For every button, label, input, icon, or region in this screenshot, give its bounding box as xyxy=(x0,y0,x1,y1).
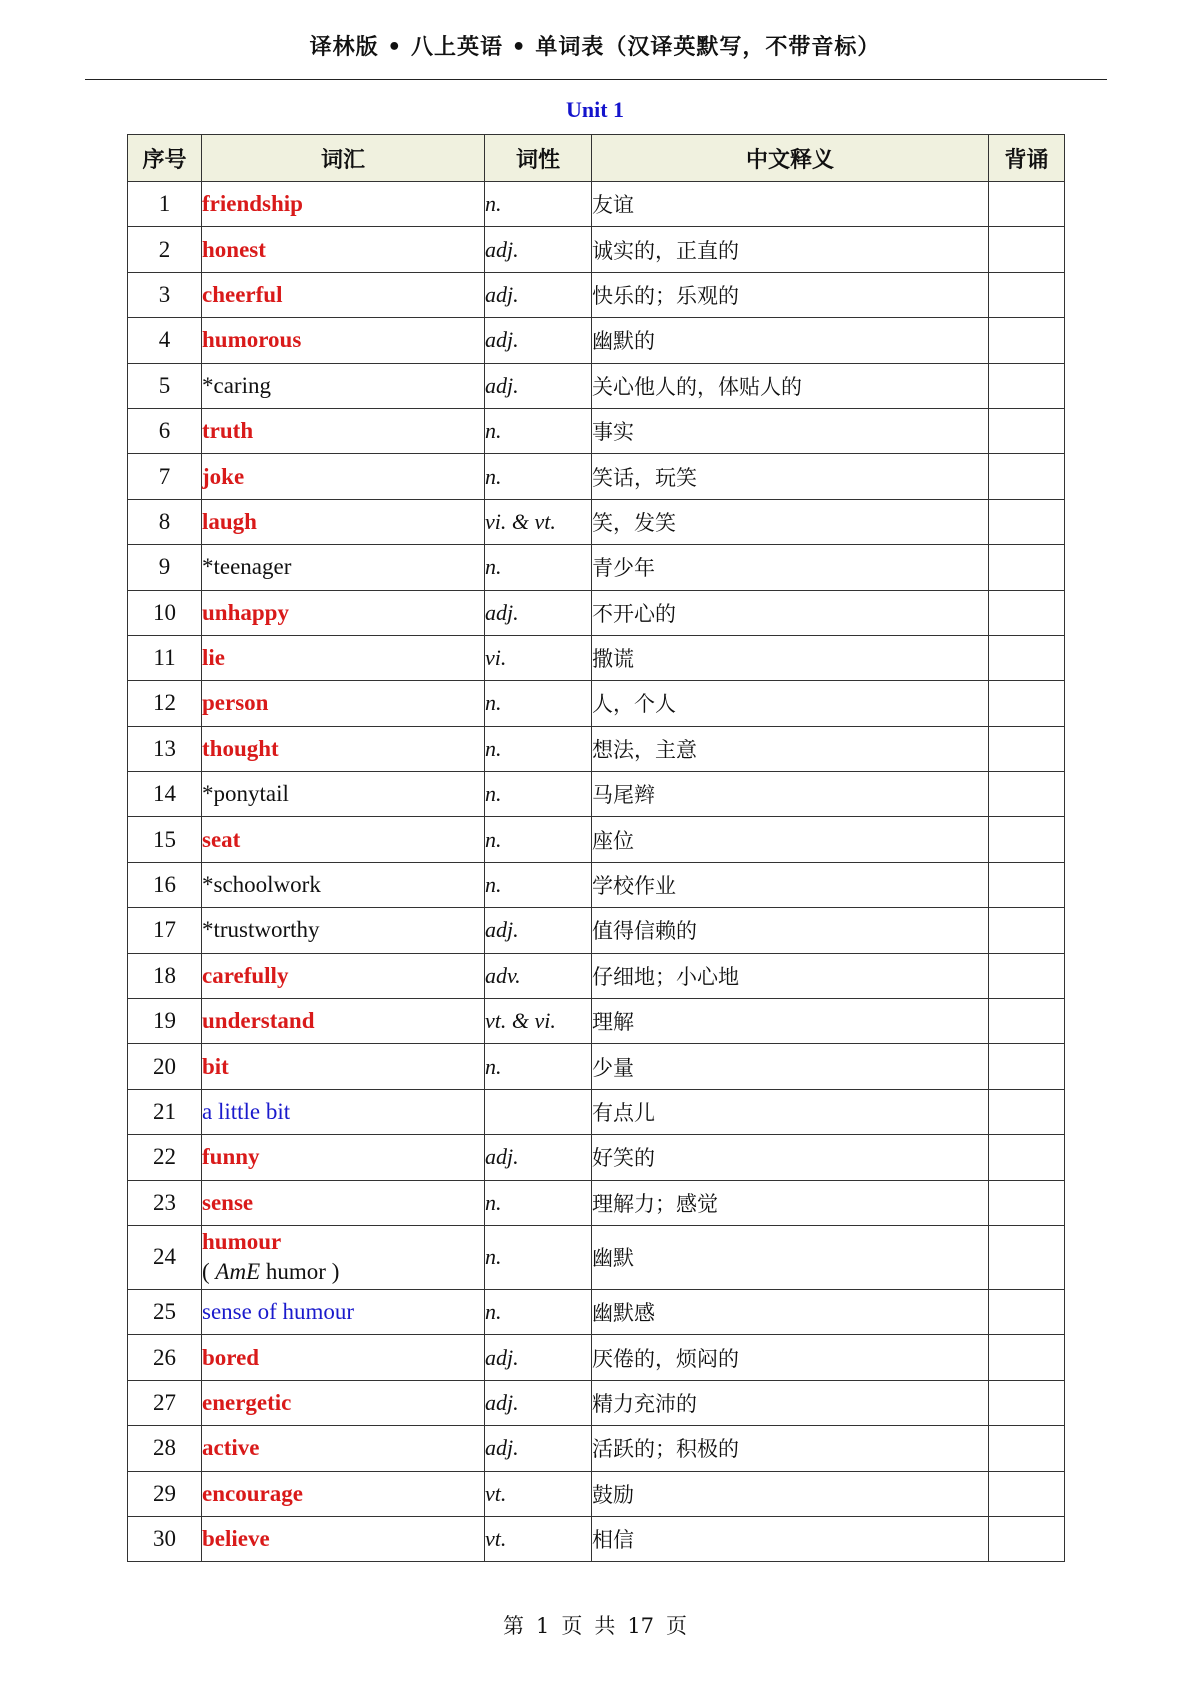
recite-checkbox-cell[interactable] xyxy=(989,953,1065,998)
chinese-meaning: 理解力；感觉 xyxy=(592,1180,989,1225)
part-of-speech: adj. xyxy=(485,1135,592,1180)
chinese-meaning: 精力充沛的 xyxy=(592,1380,989,1425)
part-of-speech: vt. & vi. xyxy=(485,999,592,1044)
part-of-speech: n. xyxy=(485,726,592,771)
row-number: 8 xyxy=(128,499,202,544)
recite-checkbox-cell[interactable] xyxy=(989,1089,1065,1134)
row-number: 9 xyxy=(128,545,202,590)
vocab-word: believe xyxy=(202,1516,485,1561)
vocab-word: energetic xyxy=(202,1380,485,1425)
column-header-meaning: 中文释义 xyxy=(592,135,989,182)
chinese-meaning: 笑话，玩笑 xyxy=(592,454,989,499)
table-row xyxy=(128,726,1065,771)
chinese-meaning: 马尾辫 xyxy=(592,772,989,817)
table-row xyxy=(128,1289,1065,1334)
table-row xyxy=(128,1089,1065,1134)
part-of-speech: n. xyxy=(485,454,592,499)
chinese-meaning: 鼓励 xyxy=(592,1471,989,1516)
footer-total-pages: 17 xyxy=(627,1614,655,1638)
recite-checkbox-cell[interactable] xyxy=(989,1225,1065,1289)
row-number: 2 xyxy=(128,227,202,272)
table-row xyxy=(128,1225,1065,1289)
part-of-speech: n. xyxy=(485,1180,592,1225)
vocab-word: thought xyxy=(202,726,485,771)
footer-total-unit: 页 xyxy=(666,1614,688,1638)
row-number: 11 xyxy=(128,635,202,680)
vocab-word-variant xyxy=(202,1257,484,1287)
table-row xyxy=(128,908,1065,953)
row-number: 14 xyxy=(128,772,202,817)
chinese-meaning: 想法，主意 xyxy=(592,726,989,771)
table-row xyxy=(128,681,1065,726)
vocab-word: laugh xyxy=(202,499,485,544)
recite-checkbox-cell[interactable] xyxy=(989,499,1065,544)
row-number: 1 xyxy=(128,182,202,227)
row-number: 6 xyxy=(128,408,202,453)
column-header-number: 序号 xyxy=(128,135,202,182)
vocab-word: active xyxy=(202,1426,485,1471)
chinese-meaning: 学校作业 xyxy=(592,862,989,907)
vocab-word: understand xyxy=(202,999,485,1044)
row-number: 13 xyxy=(128,726,202,771)
table-row xyxy=(128,408,1065,453)
row-number: 30 xyxy=(128,1516,202,1561)
row-number: 5 xyxy=(128,363,202,408)
row-number: 22 xyxy=(128,1135,202,1180)
vocab-word: encourage xyxy=(202,1471,485,1516)
part-of-speech: n. xyxy=(485,862,592,907)
chinese-meaning: 青少年 xyxy=(592,545,989,590)
chinese-meaning: 厌倦的，烦闷的 xyxy=(592,1335,989,1380)
chinese-meaning: 理解 xyxy=(592,999,989,1044)
vocab-word: honest xyxy=(202,227,485,272)
part-of-speech: vi. xyxy=(485,635,592,680)
recite-checkbox-cell[interactable] xyxy=(989,454,1065,499)
vocab-word: person xyxy=(202,681,485,726)
vocab-word: *trustworthy xyxy=(202,908,485,953)
row-number: 16 xyxy=(128,862,202,907)
row-number: 7 xyxy=(128,454,202,499)
chinese-meaning: 快乐的；乐观的 xyxy=(592,272,989,317)
part-of-speech: n. xyxy=(485,408,592,453)
part-of-speech: n. xyxy=(485,817,592,862)
vocab-word: bit xyxy=(202,1044,485,1089)
row-number: 23 xyxy=(128,1180,202,1225)
chinese-meaning: 关心他人的，体贴人的 xyxy=(592,363,989,408)
vocab-word: bored xyxy=(202,1335,485,1380)
chinese-meaning: 幽默感 xyxy=(592,1289,989,1334)
vocab-word: joke xyxy=(202,454,485,499)
table-row xyxy=(128,363,1065,408)
recite-checkbox-cell[interactable] xyxy=(989,681,1065,726)
vocab-word: funny xyxy=(202,1135,485,1180)
vocab-word: lie xyxy=(202,635,485,680)
chinese-meaning: 幽默 xyxy=(592,1225,989,1289)
table-row xyxy=(128,590,1065,635)
table-row xyxy=(128,1180,1065,1225)
part-of-speech: n. xyxy=(485,1289,592,1334)
chinese-meaning: 诚实的，正直的 xyxy=(592,227,989,272)
table-row xyxy=(128,454,1065,499)
chinese-meaning: 不开心的 xyxy=(592,590,989,635)
chinese-meaning: 有点儿 xyxy=(592,1089,989,1134)
chinese-meaning: 仔细地；小心地 xyxy=(592,953,989,998)
table-row xyxy=(128,1044,1065,1089)
recite-checkbox-cell[interactable] xyxy=(989,1426,1065,1471)
table-row xyxy=(128,1335,1065,1380)
row-number: 15 xyxy=(128,817,202,862)
chinese-meaning: 人，个人 xyxy=(592,681,989,726)
table-row xyxy=(128,772,1065,817)
vocab-word: *caring xyxy=(202,363,485,408)
vocab-word: a little bit xyxy=(202,1089,485,1134)
vocab-word: unhappy xyxy=(202,590,485,635)
recite-checkbox-cell[interactable] xyxy=(989,1289,1065,1334)
vocab-word: seat xyxy=(202,817,485,862)
row-number: 4 xyxy=(128,318,202,363)
column-header-word: 词汇 xyxy=(202,135,485,182)
part-of-speech: adj. xyxy=(485,590,592,635)
recite-checkbox-cell[interactable] xyxy=(989,272,1065,317)
table-row xyxy=(128,817,1065,862)
footer-page-label: 第 xyxy=(502,1614,524,1638)
recite-checkbox-cell[interactable] xyxy=(989,1135,1065,1180)
part-of-speech: adj. xyxy=(485,272,592,317)
recite-checkbox-cell[interactable] xyxy=(989,408,1065,453)
part-of-speech: n. xyxy=(485,1225,592,1289)
vocab-word: *teenager xyxy=(202,545,485,590)
table-row xyxy=(128,318,1065,363)
recite-checkbox-cell[interactable] xyxy=(989,1335,1065,1380)
row-number: 12 xyxy=(128,681,202,726)
header-divider xyxy=(85,79,1107,80)
table-row xyxy=(128,182,1065,227)
variant-region: AmE xyxy=(215,1259,261,1285)
column-header-recite: 背诵 xyxy=(989,135,1065,182)
part-of-speech: n. xyxy=(485,1044,592,1089)
recite-checkbox-cell[interactable] xyxy=(989,726,1065,771)
table-row xyxy=(128,1516,1065,1561)
table-row xyxy=(128,862,1065,907)
part-of-speech: adj. xyxy=(485,1426,592,1471)
recite-checkbox-cell[interactable] xyxy=(989,999,1065,1044)
part-of-speech: n. xyxy=(485,182,592,227)
row-number: 29 xyxy=(128,1471,202,1516)
part-of-speech: adv. xyxy=(485,953,592,998)
table-row xyxy=(128,1135,1065,1180)
recite-checkbox-cell[interactable] xyxy=(989,772,1065,817)
table-row xyxy=(128,635,1065,680)
vocab-word: cheerful xyxy=(202,272,485,317)
recite-checkbox-cell[interactable] xyxy=(989,227,1065,272)
vocab-word: sense of humour xyxy=(202,1289,485,1334)
chinese-meaning: 友谊 xyxy=(592,182,989,227)
chinese-meaning: 少量 xyxy=(592,1044,989,1089)
row-number: 25 xyxy=(128,1289,202,1334)
vocab-word: sense xyxy=(202,1180,485,1225)
recite-checkbox-cell[interactable] xyxy=(989,635,1065,680)
row-number: 19 xyxy=(128,999,202,1044)
vocab-word: humorous xyxy=(202,318,485,363)
row-number: 27 xyxy=(128,1380,202,1425)
row-number: 18 xyxy=(128,953,202,998)
recite-checkbox-cell[interactable] xyxy=(989,862,1065,907)
variant-word: humor ) xyxy=(260,1259,340,1285)
vocab-word-main: humour xyxy=(202,1229,282,1255)
vocab-word: truth xyxy=(202,408,485,453)
row-number: 3 xyxy=(128,272,202,317)
vocab-word xyxy=(202,1225,485,1289)
table-row xyxy=(128,999,1065,1044)
recite-checkbox-cell[interactable] xyxy=(989,908,1065,953)
row-number: 10 xyxy=(128,590,202,635)
chinese-meaning: 相信 xyxy=(592,1516,989,1561)
table-row xyxy=(128,499,1065,544)
recite-checkbox-cell[interactable] xyxy=(989,182,1065,227)
part-of-speech: vt. xyxy=(485,1516,592,1561)
recite-checkbox-cell[interactable] xyxy=(989,363,1065,408)
part-of-speech: n. xyxy=(485,772,592,817)
vocabulary-table xyxy=(127,134,1065,1562)
row-number: 24 xyxy=(128,1225,202,1289)
row-number: 28 xyxy=(128,1426,202,1471)
row-number: 20 xyxy=(128,1044,202,1089)
variant-open: ( xyxy=(202,1259,216,1285)
chinese-meaning: 活跃的；积极的 xyxy=(592,1426,989,1471)
page-footer xyxy=(0,1610,1190,1640)
part-of-speech: n. xyxy=(485,545,592,590)
footer-page-unit: 页 xyxy=(561,1614,583,1638)
vocabulary-rows xyxy=(128,182,1065,1562)
row-number: 17 xyxy=(128,908,202,953)
recite-checkbox-cell[interactable] xyxy=(989,1471,1065,1516)
part-of-speech: n. xyxy=(485,681,592,726)
recite-checkbox-cell[interactable] xyxy=(989,1044,1065,1089)
vocab-word: *ponytail xyxy=(202,772,485,817)
part-of-speech: vi. & vt. xyxy=(485,499,592,544)
part-of-speech: adj. xyxy=(485,363,592,408)
chinese-meaning: 撒谎 xyxy=(592,635,989,680)
recite-checkbox-cell[interactable] xyxy=(989,1180,1065,1225)
part-of-speech: adj. xyxy=(485,1380,592,1425)
table-row xyxy=(128,953,1065,998)
part-of-speech xyxy=(485,1089,592,1134)
recite-checkbox-cell[interactable] xyxy=(989,1380,1065,1425)
table-row xyxy=(128,1471,1065,1516)
recite-checkbox-cell[interactable] xyxy=(989,1516,1065,1561)
column-header-part-of-speech: 词性 xyxy=(485,135,592,182)
unit-title: Unit 1 xyxy=(565,97,625,122)
table-row xyxy=(128,1380,1065,1425)
footer-page-number: 1 xyxy=(535,1614,550,1638)
document-title: 译林版 • 八上英语 • 单词表（汉译英默写，不带音标） xyxy=(309,35,881,60)
row-number: 26 xyxy=(128,1335,202,1380)
chinese-meaning: 幽默的 xyxy=(592,318,989,363)
table-header-row xyxy=(128,135,1065,182)
vocab-word: *schoolwork xyxy=(202,862,485,907)
table-row xyxy=(128,272,1065,317)
table-row xyxy=(128,1426,1065,1471)
table-row xyxy=(128,545,1065,590)
part-of-speech: adj. xyxy=(485,318,592,363)
part-of-speech: adj. xyxy=(485,227,592,272)
chinese-meaning: 好笑的 xyxy=(592,1135,989,1180)
chinese-meaning: 笑，发笑 xyxy=(592,499,989,544)
vocab-word: friendship xyxy=(202,182,485,227)
vocab-word: carefully xyxy=(202,953,485,998)
recite-checkbox-cell[interactable] xyxy=(989,817,1065,862)
part-of-speech: vt. xyxy=(485,1471,592,1516)
part-of-speech: adj. xyxy=(485,908,592,953)
row-number: 21 xyxy=(128,1089,202,1134)
chinese-meaning: 值得信赖的 xyxy=(592,908,989,953)
recite-checkbox-cell[interactable] xyxy=(989,590,1065,635)
part-of-speech: adj. xyxy=(485,1335,592,1380)
recite-checkbox-cell[interactable] xyxy=(989,545,1065,590)
recite-checkbox-cell[interactable] xyxy=(989,318,1065,363)
chinese-meaning: 事实 xyxy=(592,408,989,453)
table-row xyxy=(128,227,1065,272)
footer-total-label: 共 xyxy=(594,1614,616,1638)
chinese-meaning: 座位 xyxy=(592,817,989,862)
